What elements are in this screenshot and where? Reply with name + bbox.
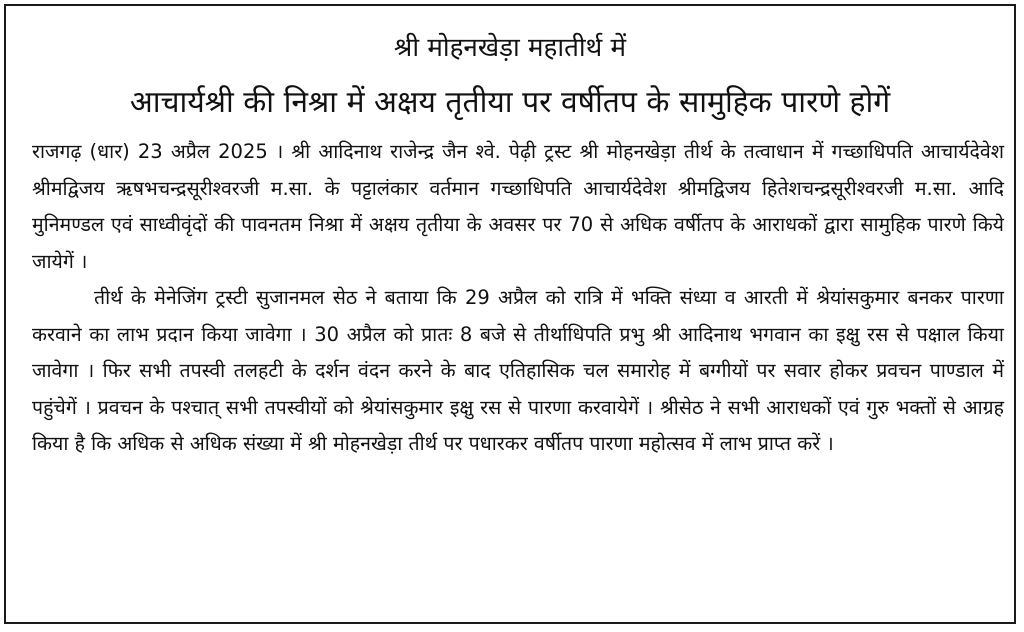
article-heading-line2: आचार्यश्री की निश्रा में अक्षय तृतीया पर वर्षीतप के सामुहिक पारणे होगें bbox=[129, 85, 891, 120]
article-heading-line1: श्री मोहनखेड़ा महातीर्थ में bbox=[393, 33, 627, 63]
article-paragraph-2: तीर्थ के मेनेजिंग ट्रस्टी सुजानमल सेठ ने बताया कि 29 अप्रैल को रात्रि में भक्ति संध्या व आरती में श्रेयांसकुमार बनकर पारणा करवाने का लाभ प्रदान किया जावेगा । 30 अप्रैल को प्रातः 8 बजे से तीर्थाधिपति प्रभु श्री आदिनाथ भगवान का इक्षु रस से पक्षाल किया जावेगा । फिर सभी तपस्वी तलहटी के दर्शन वंदन करने के बाद एतिहासिक चल समारोह में बग्गीयों पर सवार होकर प्रवचन पाण्डाल में पहुंचेगें । प्रवचन के पश्चात् सभी तपस्वीयों को श्रेयांसकुमार इक्षु रस से पारणा करवायेगें । श्रीसेठ ने सभी आराधकों एवं गुरु भक्तों से आग्रह किया है कि अधिक से अधिक संख्या में श्री मोहनखेड़ा तीर्थ पर पधारकर वर्षीतप पारणा महोत्सव में लाभ प्राप्त करें । bbox=[32, 286, 1004, 455]
article-paragraph-1: राजगढ़ (धार) 23 अप्रैल 2025 । श्री आदिनाथ राजेन्द्र जैन श्वे. पेढ़ी ट्रस्ट श्री मोहनखेड़ा तीर्थ के तत्वाधान में गच्छाधिपति आचार्यदेवेश श्रीमद्विजय ऋषभचन्द्रसूरीश्वरजी म.सा. के पट्टालंकार वर्तमान गच्छाधिपति आचार्यदेवेश श्रीमद्विजय हितेशचन्द्रसूरीश्वरजी म.सा. आदि मुनिमण्डल एवं साध्वीवृंदों की पावनतम निश्रा में अक्षय तृतीया के अवसर पर 70 से अधिक वर्षीतप के आराधकों द्वारा सामुहिक पारणे किये जायेगें । bbox=[32, 140, 1004, 273]
article-frame bbox=[4, 4, 1016, 624]
article-body bbox=[32, 134, 1004, 463]
